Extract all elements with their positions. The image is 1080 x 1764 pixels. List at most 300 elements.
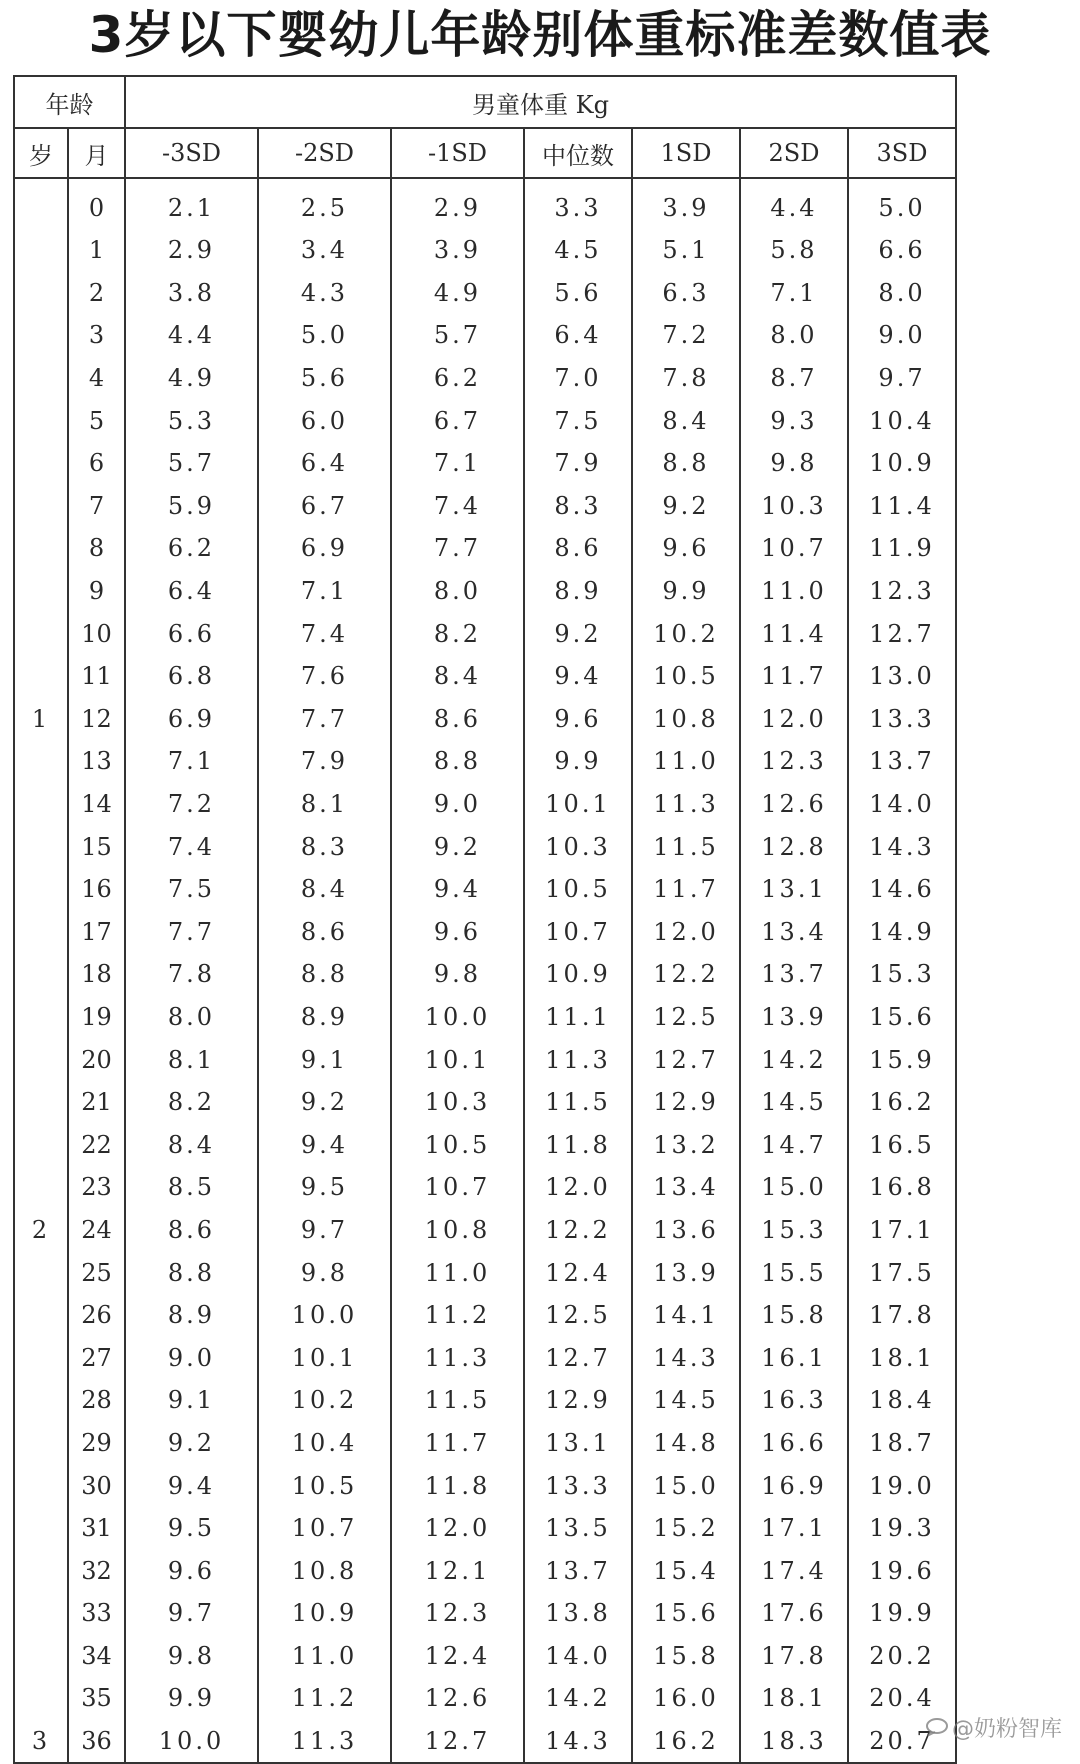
weight-cell: 8.6 — [391, 698, 524, 741]
sd-column-header: -1SD — [391, 128, 524, 178]
weight-cell: 14.8 — [632, 1422, 740, 1465]
year-cell: 2 — [14, 1209, 68, 1252]
weight-cell: 10.3 — [524, 825, 632, 868]
sd-column-header: 2SD — [740, 128, 848, 178]
weight-cell: 2.5 — [258, 178, 391, 229]
weight-cell: 9.5 — [125, 1507, 258, 1550]
year-cell — [14, 527, 68, 570]
table-row — [14, 825, 1070, 868]
weight-cell: 8.0 — [125, 996, 258, 1039]
weight-cell: 10.7 — [524, 911, 632, 954]
weight-cell: 13.0 — [848, 655, 956, 698]
table-row — [14, 868, 1070, 911]
weight-cell: 7.5 — [524, 399, 632, 442]
weight-cell: 8.0 — [740, 314, 848, 357]
weight-cell: 12.0 — [524, 1166, 632, 1209]
year-cell — [14, 911, 68, 954]
weight-cell: 8.1 — [125, 1038, 258, 1081]
weight-cell: 11.3 — [258, 1720, 391, 1764]
table-row — [14, 698, 1070, 741]
weight-cell: 3.8 — [125, 272, 258, 315]
table-row — [14, 655, 1070, 698]
table-row — [14, 1209, 1070, 1252]
weight-cell: 14.2 — [740, 1038, 848, 1081]
weight-cell: 7.9 — [524, 442, 632, 485]
weight-cell: 9.8 — [740, 442, 848, 485]
year-cell — [14, 399, 68, 442]
weight-cell: 20.7 — [848, 1720, 956, 1764]
weight-cell: 13.3 — [848, 698, 956, 741]
table-row — [14, 1123, 1070, 1166]
table-row — [14, 357, 1070, 400]
weight-cell: 13.2 — [632, 1123, 740, 1166]
weight-cell: 5.7 — [125, 442, 258, 485]
weight-cell: 9.2 — [632, 485, 740, 528]
weight-cell: 7.7 — [391, 527, 524, 570]
weight-cell: 10.1 — [391, 1038, 524, 1081]
sd-column-header: 1SD — [632, 128, 740, 178]
table-row — [14, 911, 1070, 954]
weight-cell: 5.9 — [125, 485, 258, 528]
weight-cell: 15.8 — [632, 1635, 740, 1678]
weight-cell: 7.7 — [125, 911, 258, 954]
weight-cell: 3.9 — [391, 229, 524, 272]
table-body — [14, 178, 1070, 1763]
weight-cell: 4.9 — [125, 357, 258, 400]
weight-cell: 6.8 — [125, 655, 258, 698]
weight-cell: 10.9 — [848, 442, 956, 485]
month-cell: 16 — [68, 868, 125, 911]
weight-cell: 6.3 — [632, 272, 740, 315]
sd-column-header: 中位数 — [524, 128, 632, 178]
month-cell: 26 — [68, 1294, 125, 1337]
month-cell: 24 — [68, 1209, 125, 1252]
weight-cell: 18.4 — [848, 1379, 956, 1422]
weight-cell: 7.8 — [125, 953, 258, 996]
weight-cell: 8.3 — [258, 825, 391, 868]
weight-cell: 17.6 — [740, 1592, 848, 1635]
weight-cell: 15.8 — [740, 1294, 848, 1337]
weight-cell: 8.0 — [391, 570, 524, 613]
year-cell — [14, 740, 68, 783]
year-cell — [14, 229, 68, 272]
weight-cell: 12.5 — [632, 996, 740, 1039]
chat-bubble-icon — [926, 1717, 948, 1742]
weight-cell: 13.6 — [632, 1209, 740, 1252]
page-title: 3岁以下婴幼儿年龄别体重标准差数值表 — [88, 6, 992, 64]
month-cell: 15 — [68, 825, 125, 868]
table-row — [14, 527, 1070, 570]
table-row — [14, 612, 1070, 655]
weight-cell: 14.5 — [740, 1081, 848, 1124]
weight-cell: 9.6 — [125, 1549, 258, 1592]
header-row-columns — [14, 128, 1070, 178]
weight-cell: 13.9 — [740, 996, 848, 1039]
weight-cell: 9.7 — [125, 1592, 258, 1635]
year-cell — [14, 1592, 68, 1635]
weight-cell: 11.4 — [740, 612, 848, 655]
table-row — [14, 740, 1070, 783]
weight-cell: 10.8 — [258, 1549, 391, 1592]
weight-cell: 10.0 — [258, 1294, 391, 1337]
year-cell — [14, 314, 68, 357]
month-cell: 31 — [68, 1507, 125, 1550]
month-cell: 0 — [68, 178, 125, 229]
weight-cell: 8.9 — [258, 996, 391, 1039]
weight-cell: 6.6 — [125, 612, 258, 655]
weight-cell: 10.7 — [258, 1507, 391, 1550]
weight-cell: 11.1 — [524, 996, 632, 1039]
weight-cell: 8.5 — [125, 1166, 258, 1209]
table-row — [14, 399, 1070, 442]
year-cell — [14, 570, 68, 613]
weight-cell: 10.1 — [258, 1336, 391, 1379]
year-cell — [14, 1294, 68, 1337]
month-cell: 17 — [68, 911, 125, 954]
weight-cell: 5.3 — [125, 399, 258, 442]
year-cell — [14, 1549, 68, 1592]
weight-cell: 9.3 — [740, 399, 848, 442]
weight-cell: 15.4 — [632, 1549, 740, 1592]
weight-cell: 14.3 — [632, 1336, 740, 1379]
weight-cell: 13.1 — [740, 868, 848, 911]
weight-cell: 14.9 — [848, 911, 956, 954]
weight-cell: 16.6 — [740, 1422, 848, 1465]
weight-cell: 7.2 — [125, 783, 258, 826]
weight-cell: 4.4 — [125, 314, 258, 357]
weight-cell: 7.4 — [125, 825, 258, 868]
table-row — [14, 1294, 1070, 1337]
weight-cell: 4.9 — [391, 272, 524, 315]
year-cell — [14, 272, 68, 315]
year-cell — [14, 1251, 68, 1294]
weight-cell: 8.2 — [391, 612, 524, 655]
weight-cell: 10.0 — [391, 996, 524, 1039]
weight-cell: 15.6 — [632, 1592, 740, 1635]
weight-cell: 11.3 — [391, 1336, 524, 1379]
table-row — [14, 229, 1070, 272]
weight-cell: 8.7 — [740, 357, 848, 400]
weight-cell: 15.6 — [848, 996, 956, 1039]
weight-cell: 5.6 — [258, 357, 391, 400]
weight-cell: 7.1 — [391, 442, 524, 485]
weight-cell: 12.3 — [848, 570, 956, 613]
weight-cell: 8.8 — [632, 442, 740, 485]
sd-column-header: -2SD — [258, 128, 391, 178]
weight-cell: 5.0 — [848, 178, 956, 229]
year-cell — [14, 485, 68, 528]
weight-cell: 17.8 — [740, 1635, 848, 1678]
weight-cell: 11.7 — [632, 868, 740, 911]
month-cell: 32 — [68, 1549, 125, 1592]
year-cell: 3 — [14, 1720, 68, 1764]
weight-cell: 6.6 — [848, 229, 956, 272]
weight-cell: 12.5 — [524, 1294, 632, 1337]
weight-cell: 10.8 — [391, 1209, 524, 1252]
weight-cell: 10.0 — [125, 1720, 258, 1764]
month-cell: 23 — [68, 1166, 125, 1209]
weight-cell: 14.3 — [848, 825, 956, 868]
weight-cell: 11.5 — [632, 825, 740, 868]
weight-cell: 8.8 — [125, 1251, 258, 1294]
weight-cell: 4.4 — [740, 178, 848, 229]
month-cell: 4 — [68, 357, 125, 400]
weight-cell: 8.4 — [125, 1123, 258, 1166]
weight-cell: 14.2 — [524, 1677, 632, 1720]
table-row — [14, 1635, 1070, 1678]
weight-cell: 17.8 — [848, 1294, 956, 1337]
weight-cell: 11.8 — [391, 1464, 524, 1507]
weight-cell: 7.4 — [391, 485, 524, 528]
weight-cell: 8.9 — [125, 1294, 258, 1337]
table-row — [14, 485, 1070, 528]
weight-cell: 9.7 — [258, 1209, 391, 1252]
weight-cell: 9.4 — [125, 1464, 258, 1507]
weight-cell: 9.2 — [391, 825, 524, 868]
weight-cell: 6.4 — [524, 314, 632, 357]
year-cell: 1 — [14, 698, 68, 741]
weight-cell: 19.0 — [848, 1464, 956, 1507]
table-row — [14, 272, 1070, 315]
weight-cell: 5.0 — [258, 314, 391, 357]
year-cell — [14, 1123, 68, 1166]
weight-cell: 14.0 — [848, 783, 956, 826]
weight-cell: 8.4 — [258, 868, 391, 911]
year-cell — [14, 996, 68, 1039]
table-row — [14, 1336, 1070, 1379]
table-row — [14, 1464, 1070, 1507]
weight-cell: 12.7 — [632, 1038, 740, 1081]
weight-cell: 11.0 — [632, 740, 740, 783]
weight-cell: 8.9 — [524, 570, 632, 613]
weight-cell: 9.1 — [258, 1038, 391, 1081]
weight-cell: 4.5 — [524, 229, 632, 272]
weight-cell: 11.5 — [391, 1379, 524, 1422]
weight-cell: 9.2 — [125, 1422, 258, 1465]
year-cell — [14, 1635, 68, 1678]
weight-cell: 13.5 — [524, 1507, 632, 1550]
weight-cell: 11.0 — [740, 570, 848, 613]
weight-cell: 16.9 — [740, 1464, 848, 1507]
month-cell: 14 — [68, 783, 125, 826]
weight-cell: 7.1 — [740, 272, 848, 315]
weight-cell: 13.7 — [848, 740, 956, 783]
group-header: 男童体重 Kg — [125, 76, 956, 128]
table-row — [14, 442, 1070, 485]
weight-cell: 9.7 — [848, 357, 956, 400]
table-row — [14, 1081, 1070, 1124]
weight-cell: 8.8 — [391, 740, 524, 783]
table-row — [14, 1038, 1070, 1081]
weight-cell: 9.5 — [258, 1166, 391, 1209]
weight-cell: 10.2 — [632, 612, 740, 655]
weight-cell: 12.7 — [848, 612, 956, 655]
weight-cell: 5.8 — [740, 229, 848, 272]
year-cell — [14, 1464, 68, 1507]
weight-cell: 7.5 — [125, 868, 258, 911]
weight-cell: 8.2 — [125, 1081, 258, 1124]
year-cell — [14, 1038, 68, 1081]
weight-cell: 17.1 — [848, 1209, 956, 1252]
weight-cell: 19.9 — [848, 1592, 956, 1635]
weight-cell: 9.0 — [125, 1336, 258, 1379]
weight-cell: 11.0 — [258, 1635, 391, 1678]
weight-cell: 10.7 — [391, 1166, 524, 1209]
weight-cell: 20.4 — [848, 1677, 956, 1720]
month-cell: 3 — [68, 314, 125, 357]
weight-cell: 16.0 — [632, 1677, 740, 1720]
month-cell: 30 — [68, 1464, 125, 1507]
weight-cell: 19.6 — [848, 1549, 956, 1592]
weight-cell: 10.5 — [524, 868, 632, 911]
weight-cell: 7.6 — [258, 655, 391, 698]
weight-cell: 2.1 — [125, 178, 258, 229]
weight-cell: 15.3 — [848, 953, 956, 996]
weight-cell: 7.9 — [258, 740, 391, 783]
month-cell: 29 — [68, 1422, 125, 1465]
weight-cell: 18.1 — [848, 1336, 956, 1379]
weight-cell: 14.7 — [740, 1123, 848, 1166]
weight-cell: 14.6 — [848, 868, 956, 911]
table-row — [14, 1592, 1070, 1635]
table-row — [14, 1166, 1070, 1209]
weight-cell: 6.4 — [125, 570, 258, 613]
weight-cell: 7.4 — [258, 612, 391, 655]
year-cell — [14, 1379, 68, 1422]
weight-cell: 15.0 — [632, 1464, 740, 1507]
header-row-group — [14, 76, 1070, 128]
year-cell — [14, 1166, 68, 1209]
weight-cell: 9.8 — [258, 1251, 391, 1294]
year-cell — [14, 1336, 68, 1379]
weight-cell: 3.9 — [632, 178, 740, 229]
month-cell: 12 — [68, 698, 125, 741]
year-cell — [14, 868, 68, 911]
watermark-text: @奶粉智库 — [951, 1717, 1062, 1742]
table-row — [14, 953, 1070, 996]
year-cell — [14, 655, 68, 698]
weight-cell: 2.9 — [125, 229, 258, 272]
weight-cell: 13.7 — [740, 953, 848, 996]
weight-cell: 12.4 — [391, 1635, 524, 1678]
weight-cell: 10.1 — [524, 783, 632, 826]
weight-cell: 9.9 — [524, 740, 632, 783]
weight-cell: 15.0 — [740, 1166, 848, 1209]
weight-cell: 9.9 — [125, 1677, 258, 1720]
weight-cell: 13.7 — [524, 1549, 632, 1592]
weight-cell: 16.1 — [740, 1336, 848, 1379]
weight-sd-table — [13, 75, 1071, 1764]
weight-cell: 9.0 — [391, 783, 524, 826]
month-cell: 22 — [68, 1123, 125, 1166]
table-row — [14, 783, 1070, 826]
year-cell — [14, 825, 68, 868]
weight-cell: 10.7 — [740, 527, 848, 570]
weight-cell: 9.2 — [524, 612, 632, 655]
weight-cell: 6.7 — [391, 399, 524, 442]
weight-cell: 15.2 — [632, 1507, 740, 1550]
weight-cell: 9.6 — [632, 527, 740, 570]
weight-cell: 11.5 — [524, 1081, 632, 1124]
weight-cell: 9.8 — [391, 953, 524, 996]
year-cell — [14, 357, 68, 400]
weight-cell: 17.5 — [848, 1251, 956, 1294]
weight-cell: 10.5 — [632, 655, 740, 698]
weight-cell: 6.2 — [125, 527, 258, 570]
sd-column-header: 3SD — [848, 128, 956, 178]
weight-cell: 12.6 — [391, 1677, 524, 1720]
weight-cell: 6.9 — [258, 527, 391, 570]
weight-cell: 9.6 — [391, 911, 524, 954]
year-cell — [14, 953, 68, 996]
table-row — [14, 1422, 1070, 1465]
weight-cell: 12.3 — [391, 1592, 524, 1635]
weight-cell: 12.0 — [391, 1507, 524, 1550]
year-cell — [14, 1081, 68, 1124]
weight-cell: 11.2 — [391, 1294, 524, 1337]
month-cell: 33 — [68, 1592, 125, 1635]
weight-cell: 13.1 — [524, 1422, 632, 1465]
weight-cell: 6.2 — [391, 357, 524, 400]
table-row — [14, 1507, 1070, 1550]
weight-cell: 13.4 — [740, 911, 848, 954]
weight-cell: 16.8 — [848, 1166, 956, 1209]
month-cell: 21 — [68, 1081, 125, 1124]
weight-cell: 3.4 — [258, 229, 391, 272]
month-cell: 9 — [68, 570, 125, 613]
weight-cell: 10.3 — [391, 1081, 524, 1124]
weight-cell: 8.3 — [524, 485, 632, 528]
weight-cell: 8.4 — [391, 655, 524, 698]
year-cell — [14, 612, 68, 655]
weight-cell: 5.6 — [524, 272, 632, 315]
weight-cell: 14.3 — [524, 1720, 632, 1764]
weight-cell: 12.0 — [740, 698, 848, 741]
weight-cell: 12.7 — [391, 1720, 524, 1764]
weight-cell: 6.0 — [258, 399, 391, 442]
weight-cell: 16.2 — [848, 1081, 956, 1124]
month-cell: 25 — [68, 1251, 125, 1294]
weight-cell: 17.1 — [740, 1507, 848, 1550]
weight-cell: 13.3 — [524, 1464, 632, 1507]
year-cell — [14, 1677, 68, 1720]
table-row — [14, 1549, 1070, 1592]
month-cell: 18 — [68, 953, 125, 996]
weight-cell: 10.3 — [740, 485, 848, 528]
weight-cell: 15.5 — [740, 1251, 848, 1294]
weight-cell: 7.7 — [258, 698, 391, 741]
weight-cell: 11.3 — [524, 1038, 632, 1081]
weight-cell: 9.6 — [524, 698, 632, 741]
weight-cell: 8.8 — [258, 953, 391, 996]
month-cell: 5 — [68, 399, 125, 442]
weight-cell: 13.4 — [632, 1166, 740, 1209]
weight-cell: 8.0 — [848, 272, 956, 315]
weight-cell: 9.1 — [125, 1379, 258, 1422]
weight-cell: 10.2 — [258, 1379, 391, 1422]
weight-cell: 12.8 — [740, 825, 848, 868]
weight-cell: 9.0 — [848, 314, 956, 357]
weight-cell: 12.9 — [524, 1379, 632, 1422]
weight-cell: 7.0 — [524, 357, 632, 400]
weight-cell: 12.2 — [524, 1209, 632, 1252]
year-cell — [14, 178, 68, 229]
table-row — [14, 1677, 1070, 1720]
year-cell — [14, 783, 68, 826]
weight-cell: 8.4 — [632, 399, 740, 442]
weight-cell: 4.3 — [258, 272, 391, 315]
weight-cell: 12.4 — [524, 1251, 632, 1294]
